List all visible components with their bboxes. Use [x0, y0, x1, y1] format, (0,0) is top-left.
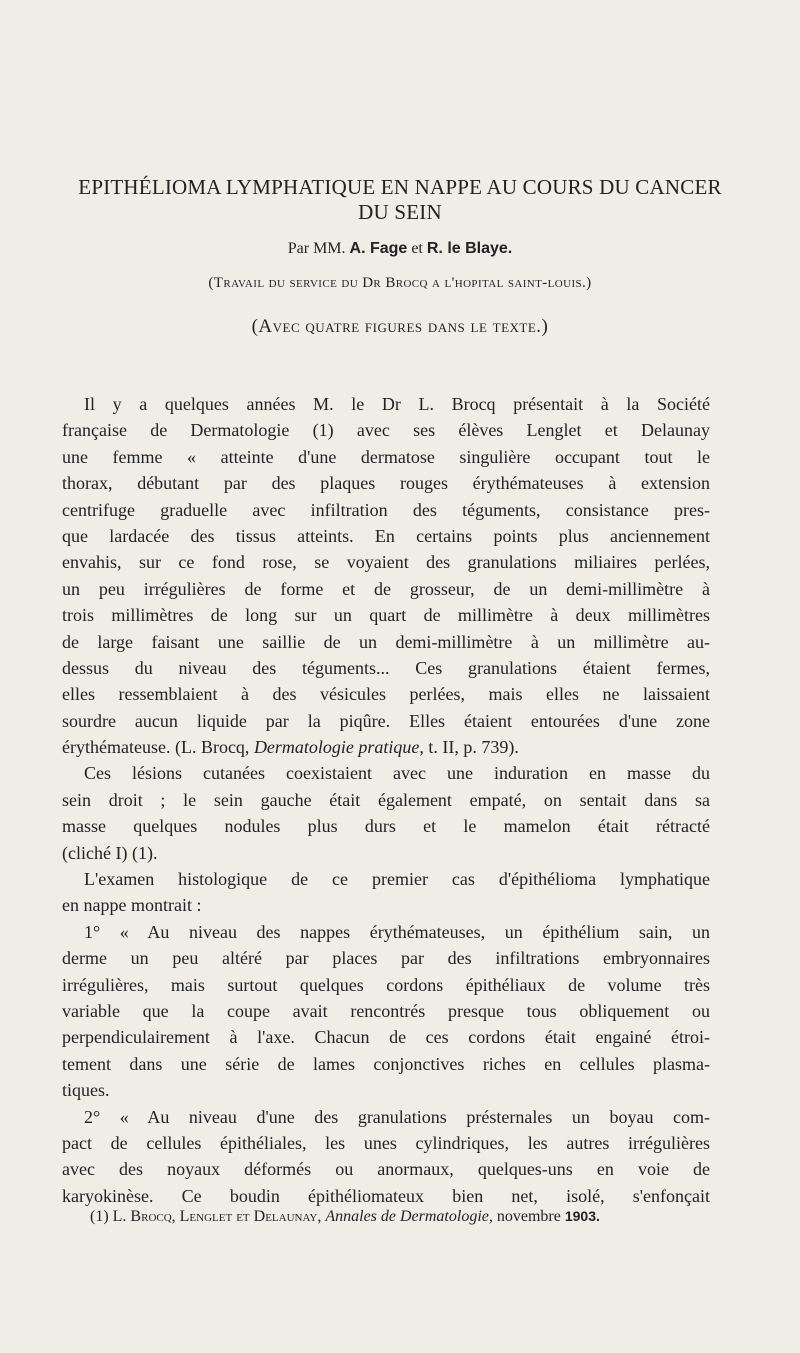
body-line: tiques.: [62, 1080, 110, 1101]
body-line: masse quelques nodules plus durs et le mamelon était rétracté: [62, 816, 710, 837]
author-2: R. le Blaye.: [426, 240, 513, 257]
byline: [0, 240, 800, 258]
body-line: avec des noyaux déformés ou anormaux, quelques-uns en voie de: [62, 1159, 710, 1180]
byline-prefix: Par MM.: [287, 240, 346, 257]
citation-rest: , t. II, p. 739).: [419, 737, 519, 758]
title-line-2: DU SEIN: [358, 200, 442, 224]
footnote-authors: L. Brocq, Lenglet et Delaunay,: [112, 1208, 322, 1225]
article-body: [62, 391, 710, 1209]
body-line: irrégulières, mais surtout quelques cordons épithéliaux de volume très: [62, 974, 710, 995]
body-line: une femme « atteinte d'une dermatose singulière occupant tout le: [62, 446, 710, 467]
footnote-journal: Annales de Dermatologie,: [325, 1208, 493, 1225]
body-line: elles ressemblaient à des vésicules perlées, mais elles ne laissaient: [62, 684, 710, 705]
body-line: dessus du niveau des téguments... Ces granulations étaient fermes,: [62, 657, 710, 678]
body-line: tement dans une série de lames conjonctives riches en cellules plasma-: [62, 1053, 710, 1074]
footnote: [90, 1208, 730, 1226]
body-line-citation: [62, 734, 710, 760]
footnote-mark: (1): [90, 1208, 109, 1225]
body-line: envahis, sur ce fond rose, se voyaient des granulations miliaires perlées,: [62, 552, 710, 573]
body-line: un peu irrégulières de forme et de grosseur, de un demi-millimètre à: [62, 578, 710, 599]
body-line: perpendiculairement à l'axe. Chacun de ces cordons était engainé étroi-: [62, 1027, 710, 1048]
citation-title: Dermatologie pratique: [253, 737, 420, 758]
body-line: 1° « Au niveau des nappes érythémateuses, un épithélium sain, un: [84, 921, 710, 942]
citation-lead: érythémateuse. (L. Brocq,: [62, 737, 254, 758]
title-line-1: EPITHÉLIOMA LYMPHATIQUE EN NAPPE AU COURS DU CANCER: [78, 175, 722, 199]
body-line: trois millimètres de long sur un quart de millimètre à deux millimètres: [62, 605, 710, 626]
footnote-date: novembre: [496, 1208, 561, 1225]
footnote-year: 1903.: [564, 1208, 600, 1224]
body-line: française de Dermatologie (1) avec ses élèves Lenglet et Delaunay: [62, 420, 710, 441]
body-line: derme un peu altéré par places par des infiltrations embryonnaires: [62, 948, 710, 969]
body-line: 2° « Au niveau d'une des granulations présternales un boyau com-: [84, 1106, 710, 1127]
figures-note: (Avec quatre figures dans le texte.): [251, 316, 549, 337]
body-line: centrifuge graduelle avec infiltration des téguments, consistance pres-: [62, 499, 710, 520]
body-line: thorax, débutant par des plaques rouges érythémateuses à extension: [62, 473, 710, 494]
article-title: [40, 175, 760, 225]
body-line: karyokinèse. Ce boudin épithéliomateux bien net, isolé, s'enfonçait: [62, 1185, 710, 1206]
body-line: que lardacée des tissus atteints. En certains points plus anciennement: [62, 525, 710, 546]
body-line: L'examen histologique de ce premier cas d'épithélioma lymphatique: [84, 869, 710, 890]
body-line: Il y a quelques années M. le Dr L. Brocq présentait à la Société: [84, 394, 710, 414]
byline-and: et: [411, 240, 423, 257]
body-line: (cliché I) (1).: [62, 842, 158, 863]
author-1: A. Fage: [349, 240, 408, 257]
body-line: sourdre aucun liquide par la piqûre. Elles étaient entourées d'une zone: [62, 710, 710, 731]
body-line: Ces lésions cutanées coexistaient avec une induration en masse du: [84, 763, 710, 784]
body-line: variable que la coupe avait rencontrés presque tous obliquement ou: [62, 1000, 710, 1021]
body-line: de large faisant une saillie de un demi-millimètre à un millimètre au-: [62, 631, 710, 652]
service-note: (Travail du service du Dr Brocq a l'hopital saint-louis.): [208, 275, 592, 291]
body-line: en nappe montrait :: [62, 895, 202, 916]
body-line: sein droit ; le sein gauche était également empaté, on sentait dans sa: [62, 789, 710, 810]
body-line: pact de cellules épithéliales, les unes cylindriques, les autres irrégulières: [62, 1132, 710, 1153]
